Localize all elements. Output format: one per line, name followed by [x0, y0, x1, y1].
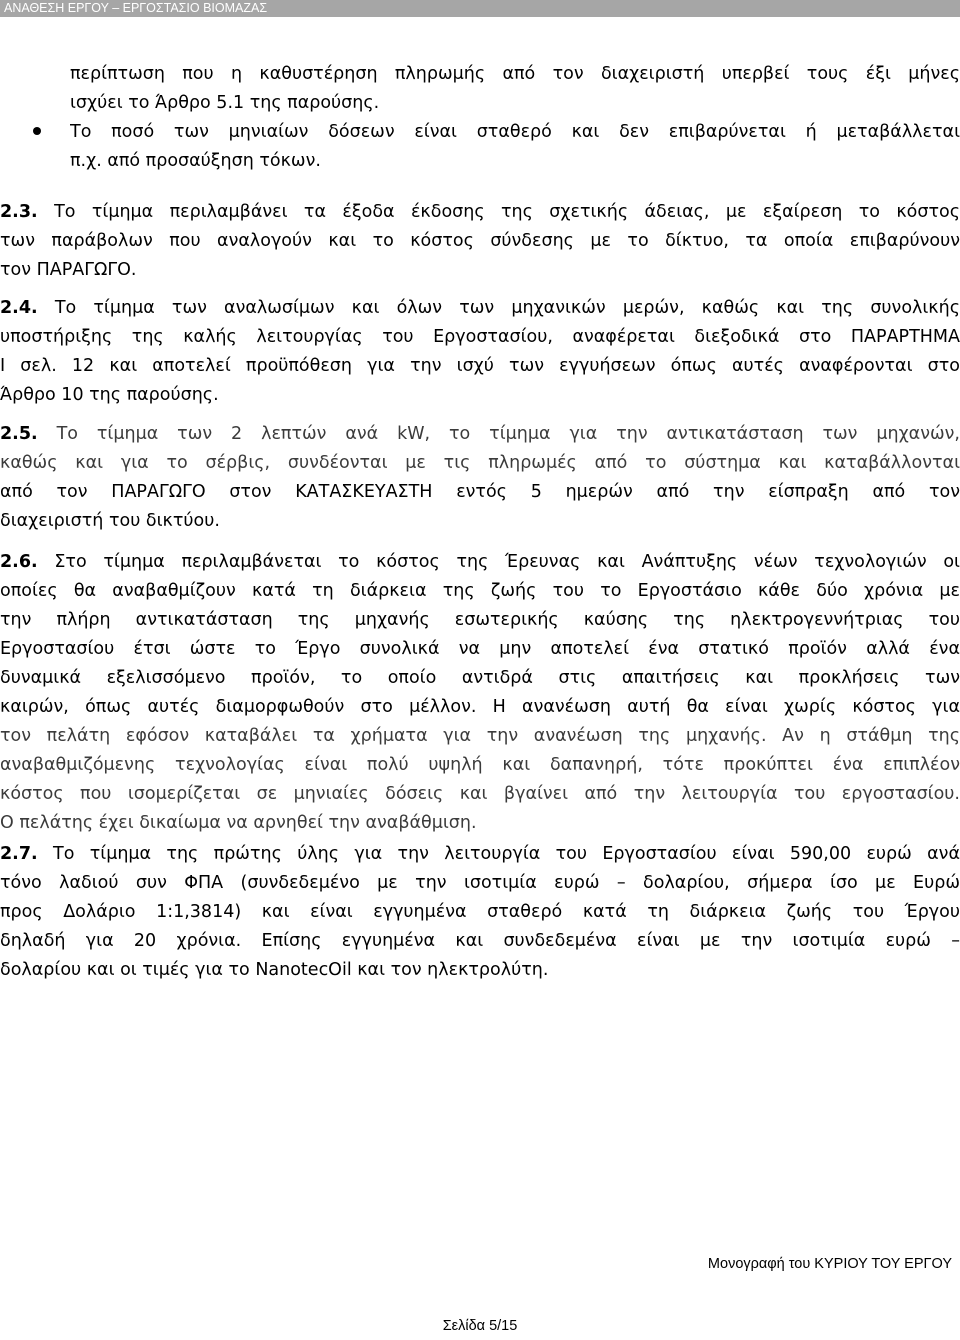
section-number: 2.5.	[0, 424, 38, 444]
text-line: καιρών, όπως αυτές διαμορφωθούν στο μέλλον. Η ανανέωση αυτή θα είναι χωρίς κόστος για	[0, 697, 960, 717]
text-line: π.χ. από προσαύξηση τόκων.	[70, 151, 321, 171]
section-number: 2.7.	[0, 844, 38, 864]
text-line: κόστος που ισομερίζεται σε μηνιαίες δόσεις και βγαίνει από την λειτουργία του εργοστασίου.	[0, 784, 960, 804]
text-line: Το ποσό των μηνιαίων δόσεων είναι σταθερό και δεν επιβαρύνεται ή μεταβάλλεται	[70, 122, 960, 142]
text-line: περίπτωση που η καθυστέρηση πληρωμής από τον διαχειριστή υπερβεί τους έξι μήνες	[70, 64, 960, 84]
text-line: προς Δολάριο 1:1,3814) και είναι εγγυημένα σταθερό κατά τη διάρκεια ζωής του Έργου	[0, 902, 960, 922]
text-line: Το τίμημα περιλαμβάνει τα έξοδα έκδοσης της σχετικής άδειας, με εξαίρεση το κόστος	[54, 202, 960, 222]
bullet-icon	[33, 127, 41, 135]
section-number: 2.4.	[0, 298, 38, 318]
footer-page-number: Σελίδα 5/15	[442, 1318, 518, 1334]
text-line: δολαρίου και οι τιμές για το NanotecOil και τον ηλεκτρολύτη.	[0, 960, 549, 980]
text-line: αναβαθμιζόμενης τεχνολογίας είναι πολύ υψηλή και δαπανηρή, τότε προκύπτει ένα επιπλέον	[0, 755, 960, 775]
text-line: Ι σελ. 12 και αποτελεί προϋπόθεση για την ισχύ των εγγυήσεων όπως αυτές αναφέρονται στο	[0, 356, 960, 376]
text-line: τον πελάτη εφόσον καταβάλει τα χρήματα για την ανανέωση της μηχανής. Αν η στάθμη της	[0, 726, 960, 746]
text-line: την πλήρη αντικατάσταση της μηχανής εσωτερικής καύσης της ηλεκτρογεννήτριας του	[0, 610, 960, 630]
text-line: υποστήριξης της καλής λειτουργίας του Εργοστασίου, αναφέρεται διεξοδικά στο ΠΑΡΑΡΤΗΜΑ	[0, 327, 960, 347]
text-line: Το τίμημα της πρώτης ύλης για την λειτουργία του Εργοστασίου είναι 590,00 ευρώ ανά	[53, 844, 960, 864]
section-2-7	[0, 840, 960, 985]
text-line: δυναμικά εξελισσόμενο προϊόν, το οποίο αντιδρά στις απαιτήσεις και προκλήσεις των	[0, 668, 960, 688]
text-line: τον ΠΑΡΑΓΩΓΟ.	[0, 260, 137, 280]
text-line: Το τίμημα των 2 λεπτών ανά kW, το τίμημα για την αντικατάσταση των μηχανών,	[56, 424, 960, 444]
section-2-4	[0, 294, 960, 410]
section-2-5	[0, 420, 960, 536]
header-title: ΑΝΑΘΕΣΗ ΕΡΓΟΥ – ΕΡΓΟΣΤΑΣΙΟ ΒΙΟΜΑΖΑΣ	[4, 1, 268, 15]
text-line: Ο πελάτης έχει δικαίωμα να αρνηθεί την αναβάθμιση.	[0, 813, 477, 833]
section-number: 2.3.	[0, 202, 38, 222]
text-line: διαχειριστή του δικτύου.	[0, 511, 220, 531]
section-2-6	[0, 548, 960, 838]
text-line: δηλαδή για 20 χρόνια. Επίσης εγγυημένα και συνδεδεμένα είναι με την ισοτιμία ευρώ –	[0, 931, 960, 951]
header-bar	[0, 0, 960, 17]
text-line: των παράβολων που αναλογούν και το κόστος σύνδεσης με το δίκτυο, τα οποία επιβαρύνουν	[0, 231, 960, 251]
section-number: 2.6.	[0, 552, 38, 572]
text-line: Το τίμημα των αναλωσίμων και όλων των μηχανικών μερών, καθώς και της συνολικής	[54, 298, 960, 318]
footer-monograph: Μονογραφή του ΚΥΡΙΟΥ ΤΟΥ ΕΡΓΟΥ	[707, 1256, 952, 1272]
text-line: ισχύει το Άρθρο 5.1 της παρούσης.	[70, 93, 380, 113]
section-2-3	[0, 198, 960, 285]
text-line: οποίες θα αναβαθμίζουν κατά τη διάρκεια της ζωής του το Εργοστάσιο κάθε δύο χρόνια με	[0, 581, 960, 601]
text-line: από τον ΠΑΡΑΓΩΓΟ στον ΚΑΤΑΣΚΕΥΑΣΤΗ εντός 5 ημερών από την είσπραξη από τον	[0, 482, 960, 502]
text-line: Εργοστασίου έτσι ώστε το Έργο συνολικά να μην αποτελεί ένα στατικό προϊόν αλλά ένα	[0, 639, 960, 659]
bullet-intro-paragraph	[70, 60, 960, 118]
text-line: τόνο λαδιού συν ΦΠΑ (συνδεδεμένο με την ισοτιμία ευρώ – δολαρίου, σήμερα ίσο με Ευρώ	[0, 873, 960, 893]
text-line: Στο τίμημα περιλαμβάνεται το κόστος της Έρευνας και Ανάπτυξης νέων τεχνολογιών οι	[54, 552, 960, 572]
bullet-item-paragraph	[70, 118, 960, 176]
text-line: καθώς και για το σέρβις, συνδέονται με τις πληρωμές από το σύστημα και καταβάλλονται	[0, 453, 960, 473]
text-line: Άρθρο 10 της παρούσης.	[0, 385, 219, 405]
